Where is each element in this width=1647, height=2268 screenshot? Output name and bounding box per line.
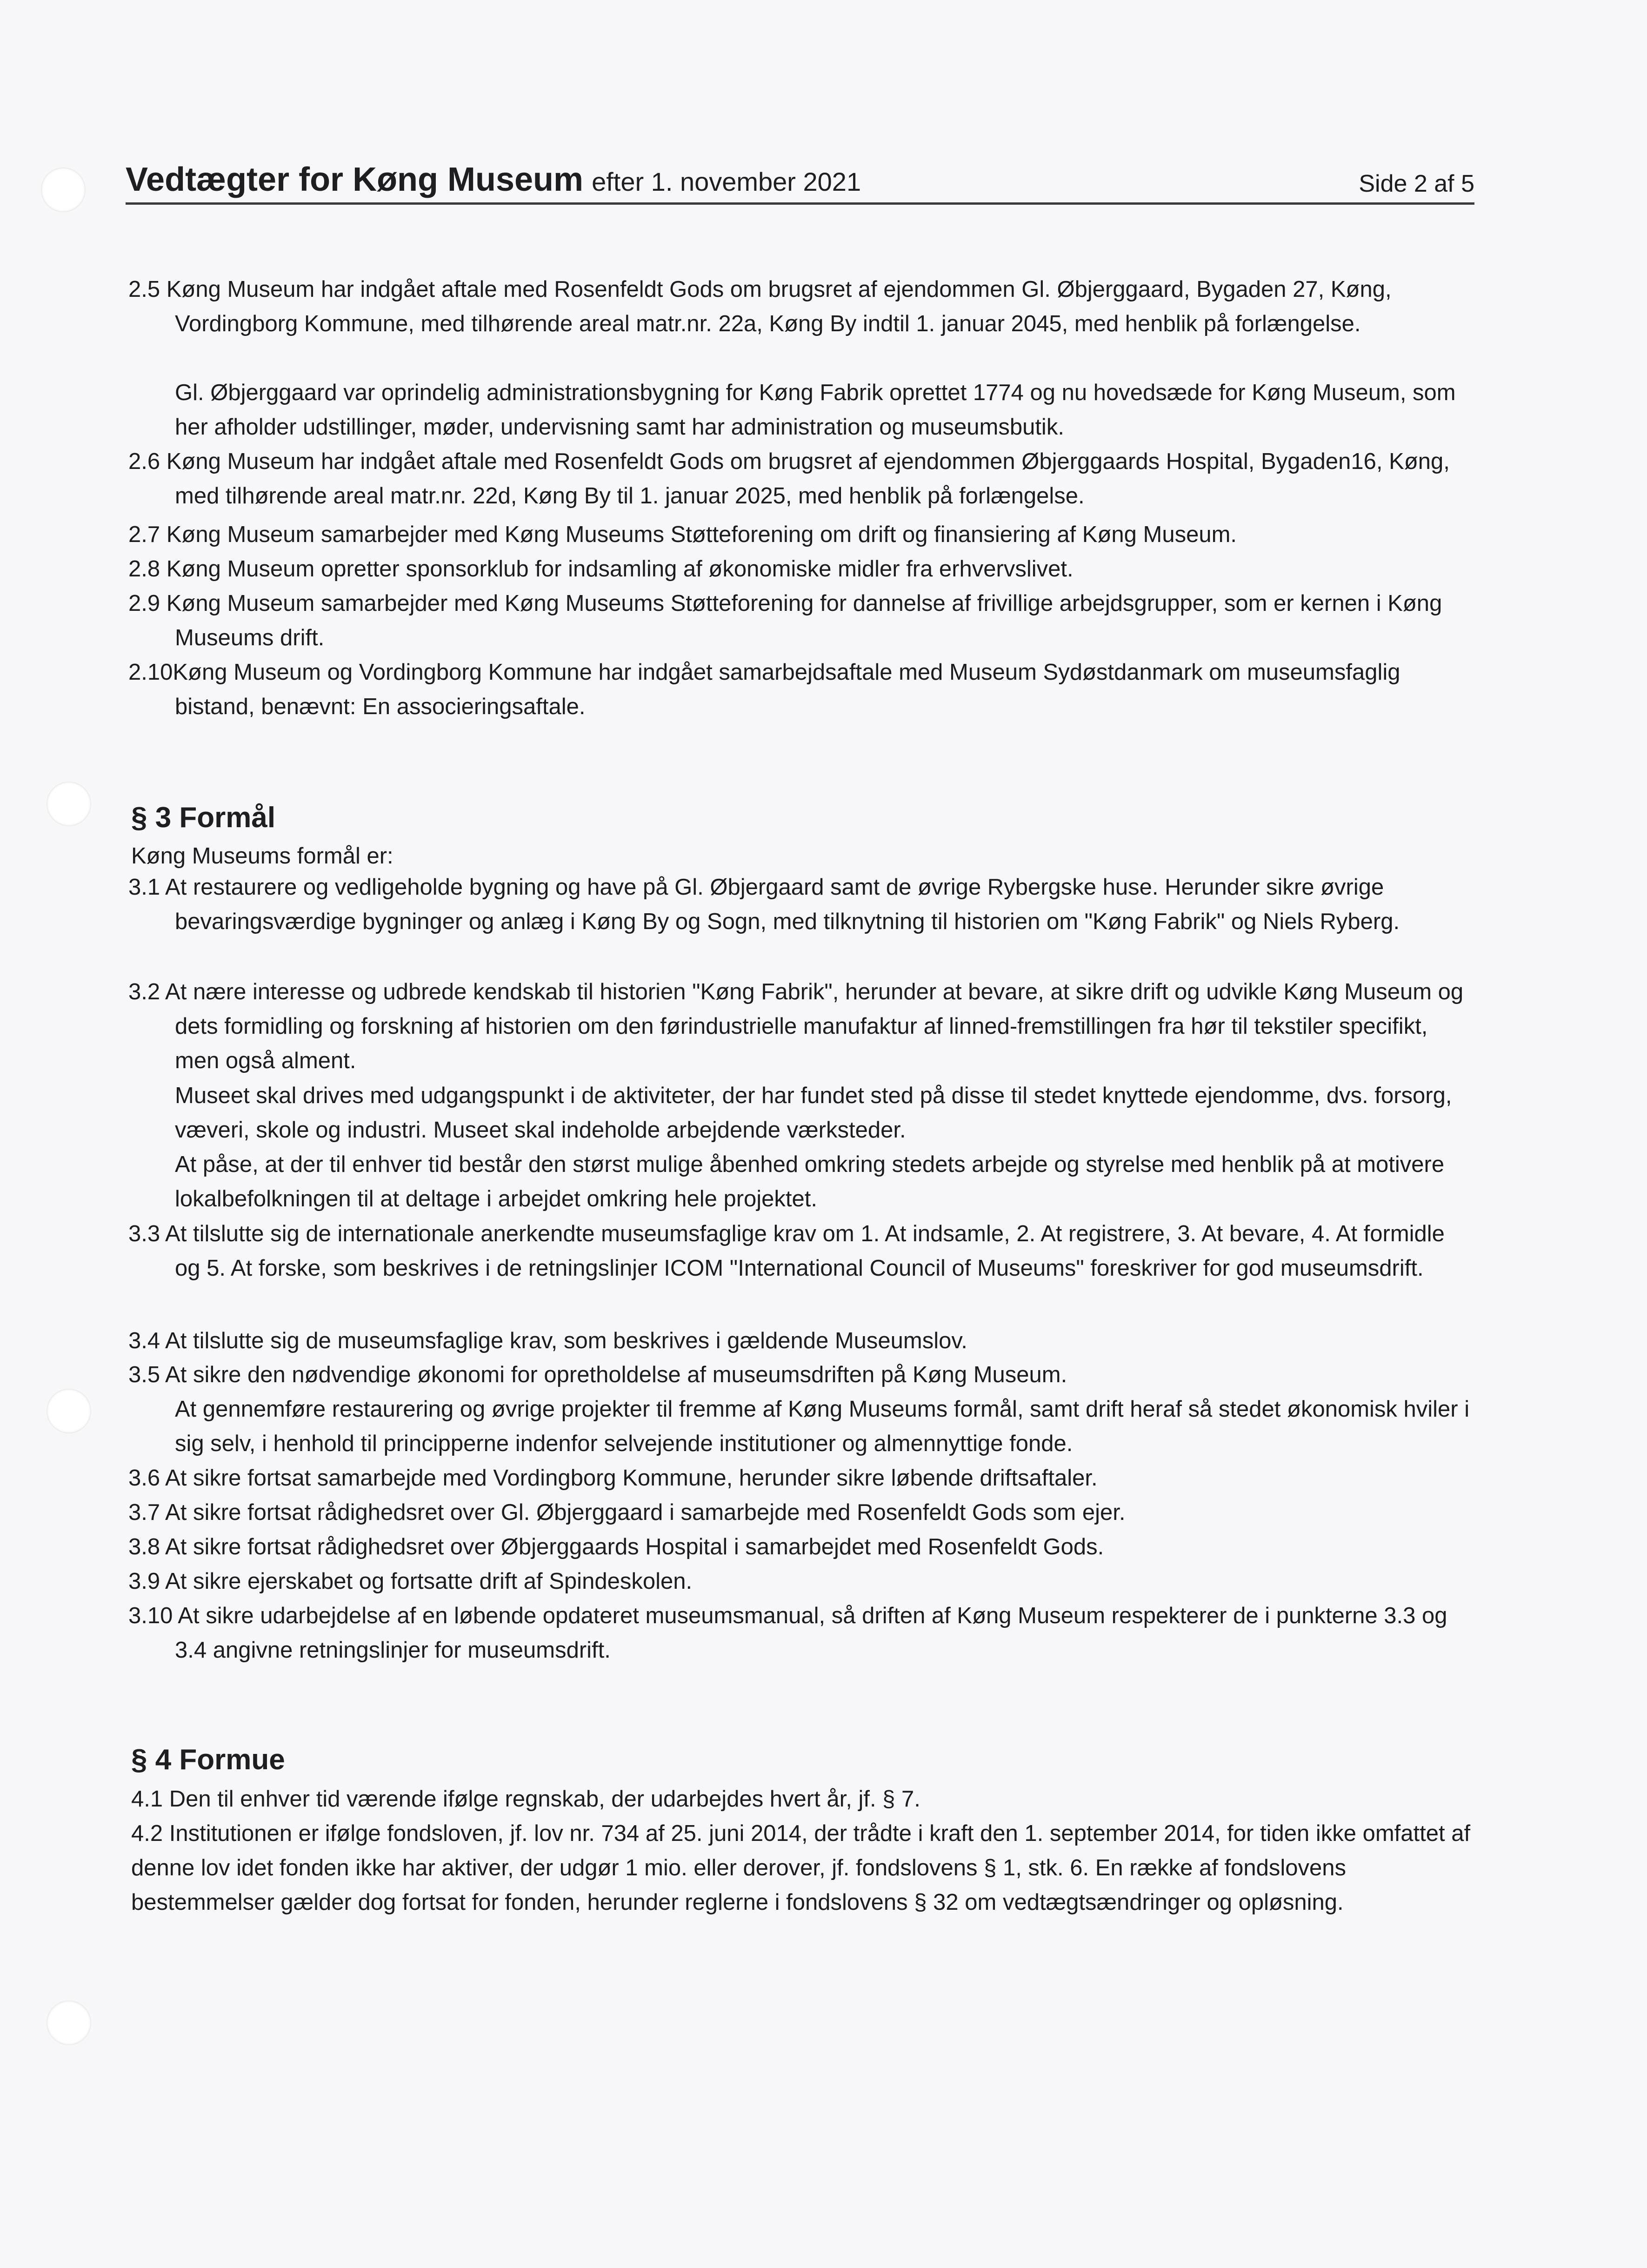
item-number: 3.3 xyxy=(128,1221,160,1246)
list-item xyxy=(128,586,1468,655)
item-text: At sikre fortsat samarbejde med Vordingborg Kommune, herunder sikre løbende driftsaftaler. xyxy=(165,1465,1098,1491)
item-text: At restaurere og vedligeholde bygning og have på Gl. Øbjergaard samt de øvrige Rybergske huse. Herunder sikre øvrige bevaringsværdige bygninger og anlæg i Køng By og Sogn, med tilknytning til historien om "Køng Fabrik" og Niels Ryberg. xyxy=(165,875,1400,934)
list-item xyxy=(128,1358,1468,1392)
item-number: 3.7 xyxy=(128,1500,160,1525)
item-text: Køng Museum samarbejder med Køng Museums Støtteforening om drift og finansiering af Køng Museum. xyxy=(166,522,1237,547)
item-number: 2.6 xyxy=(128,449,160,474)
list-item-continuation: At påse, at der til enhver tid består den størst mulige åbenhed omkring stedets arbejde og styrelse med henblik på at motivere lokalbefolkningen til at deltage i arbejdet omkring hele projektet. xyxy=(175,1152,1445,1211)
list-item xyxy=(128,870,1468,939)
list-item xyxy=(128,444,1468,513)
punch-hole xyxy=(47,2000,91,2045)
document-title-text: Vedtægter for Køng Museum xyxy=(126,161,584,198)
list-item xyxy=(128,655,1468,724)
item-number: 2.5 xyxy=(128,277,160,302)
punch-hole xyxy=(47,782,91,826)
list-item xyxy=(128,272,1468,341)
item-number: 4.2 xyxy=(131,1821,163,1846)
section-heading: § 4 Formue xyxy=(131,1744,285,1776)
list-item xyxy=(128,1530,1468,1564)
item-text: Køng Museum har indgået aftale med Rosenfeldt Gods om brugsret af ejendommen Øbjerggaards Hospital, Bygaden16, Køng, med tilhørende areal matr.nr. 22d, Køng By til 1. januar 2025, med henblik på forlængelse. xyxy=(166,449,1450,508)
list-item xyxy=(128,517,1468,552)
list-item xyxy=(128,1564,1468,1599)
item-text: Køng Museum samarbejder med Køng Museums Støtteforening for dannelse af frivillige arbejdsgrupper, som er kernen i Køng Museums drift. xyxy=(166,591,1442,650)
section-heading: § 3 Formål xyxy=(131,802,276,834)
document-title xyxy=(126,161,861,199)
item-number: 3.10 xyxy=(128,1603,173,1628)
item-number: 4.1 xyxy=(131,1786,163,1812)
item-text: Køng Museum opretter sponsorklub for indsamling af økonomiske midler fra erhvervslivet. xyxy=(166,556,1074,582)
item-text: At sikre ejerskabet og fortsatte drift af Spindeskolen. xyxy=(165,1569,693,1594)
item-text: Køng Museum og Vordingborg Kommune har indgået samarbejdsaftale med Museum Sydøstdanmark om museumsfaglig bistand, benævnt: En associeringsaftale. xyxy=(173,660,1400,719)
item-text: At sikre fortsat rådighedsret over Gl. Øbjerggaard i samarbejde med Rosenfeldt Gods som ejer. xyxy=(165,1500,1126,1525)
list-item xyxy=(128,1495,1468,1530)
item-text: At nære interesse og udbrede kendskab til historien "Køng Fabrik", herunder at bevare, at sikre drift og udvikle Køng Museum og dets formidling og forskning af historien om den førindustrielle manufaktur af linned-fremstillingen fra hør til tekstiler specifikt, men også alment. xyxy=(165,979,1464,1073)
item-number: 2.9 xyxy=(128,591,160,616)
list-item xyxy=(128,1217,1468,1285)
punch-hole xyxy=(47,1389,91,1433)
item-text: Institutionen er ifølge fondsloven, jf. lov nr. 734 af 25. juni 2014, der trådte i kraft den 1. september 2014, for tiden ikke omfattet af denne lov idet fonden ikke har aktiver, der udgør 1 mio. eller derover, jf. fondslovens § 1, stk. 6. En række af fondslovens bestemmelser gælder dog fortsat for fonden, herunder reglerne i fondslovens § 32 om vedtægtsændringer og opløsning. xyxy=(131,1821,1471,1915)
item-text: At sikre udarbejdelse af en løbende opdateret museumsmanual, så driften af Køng Museum respekterer de i punkterne 3.3 og 3.4 angivne retningslinjer for museumsdrift. xyxy=(175,1603,1447,1663)
list-item xyxy=(128,975,1468,1078)
item-number: 3.9 xyxy=(128,1569,160,1594)
page-header xyxy=(126,161,1474,205)
item-text: At sikre fortsat rådighedsret over Øbjerggaards Hospital i samarbejdet med Rosenfeldt Gods. xyxy=(165,1534,1104,1559)
item-text: At sikre den nødvendige økonomi for opretholdelse af museumsdriften på Køng Museum. xyxy=(165,1362,1067,1387)
item-number: 3.6 xyxy=(128,1465,160,1491)
item-number: 3.4 xyxy=(128,1328,160,1353)
item-text: At tilslutte sig de museumsfaglige krav, som beskrives i gældende Museumslov. xyxy=(165,1328,967,1353)
punch-hole xyxy=(41,167,86,212)
list-item-continuation: Gl. Øbjerggaard var oprindelig administrationsbygning for Køng Fabrik oprettet 1774 og nu hovedsæde for Køng Museum, som her afholder udstillinger, møder, undervisning samt har administration og museumsbutik. xyxy=(175,380,1456,440)
item-number: 2.10 xyxy=(128,660,173,685)
page-number: Side 2 af 5 xyxy=(1359,170,1474,197)
list-item xyxy=(128,1461,1468,1495)
document-date: efter 1. november 2021 xyxy=(592,167,861,196)
item-number: 3.8 xyxy=(128,1534,160,1559)
item-text: Den til enhver tid værende ifølge regnskab, der udarbejdes hvert år, jf. § 7. xyxy=(169,1786,920,1812)
item-number: 3.5 xyxy=(128,1362,160,1387)
item-number: 3.1 xyxy=(128,875,160,900)
list-item xyxy=(128,1324,1468,1358)
item-number: 3.2 xyxy=(128,979,160,1004)
list-item xyxy=(128,552,1468,586)
list-item xyxy=(131,1782,1471,1816)
section-intro: Køng Museums formål er: xyxy=(131,843,393,869)
item-text: Køng Museum har indgået aftale med Rosenfeldt Gods om brugsret af ejendommen Gl. Øbjerggaard, Bygaden 27, Køng, Vordingborg Kommune, med tilhørende areal matr.nr. 22a, Køng By indtil 1. januar 2045, med henblik på forlængelse. xyxy=(166,277,1392,336)
list-item-continuation: Museet skal drives med udgangspunkt i de aktiviteter, der har fundet sted på disse til stedet knyttede ejendomme, dvs. forsorg, væveri, skole og industri. Museet skal indeholde arbejdende værksteder. xyxy=(175,1083,1452,1143)
item-text: At tilslutte sig de internationale anerkendte museumsfaglige krav om 1. At indsamle, 2. At registrere, 3. At bevare, 4. At formidle og 5. At forske, som beskrives i de retningslinjer ICOM "International Council of Museums" foreskriver for god museumsdrift. xyxy=(165,1221,1445,1281)
item-number: 2.8 xyxy=(128,556,160,582)
list-item-continuation: At gennemføre restaurering og øvrige projekter til fremme af Køng Museums formål, samt drift heraf så stedet økonomisk hviler i sig selv, i henhold til principperne indenfor selvejende institutioner og almennyttige fonde. xyxy=(175,1397,1470,1456)
list-item xyxy=(128,1599,1468,1667)
item-number: 2.7 xyxy=(128,522,160,547)
list-item xyxy=(131,1816,1471,1920)
